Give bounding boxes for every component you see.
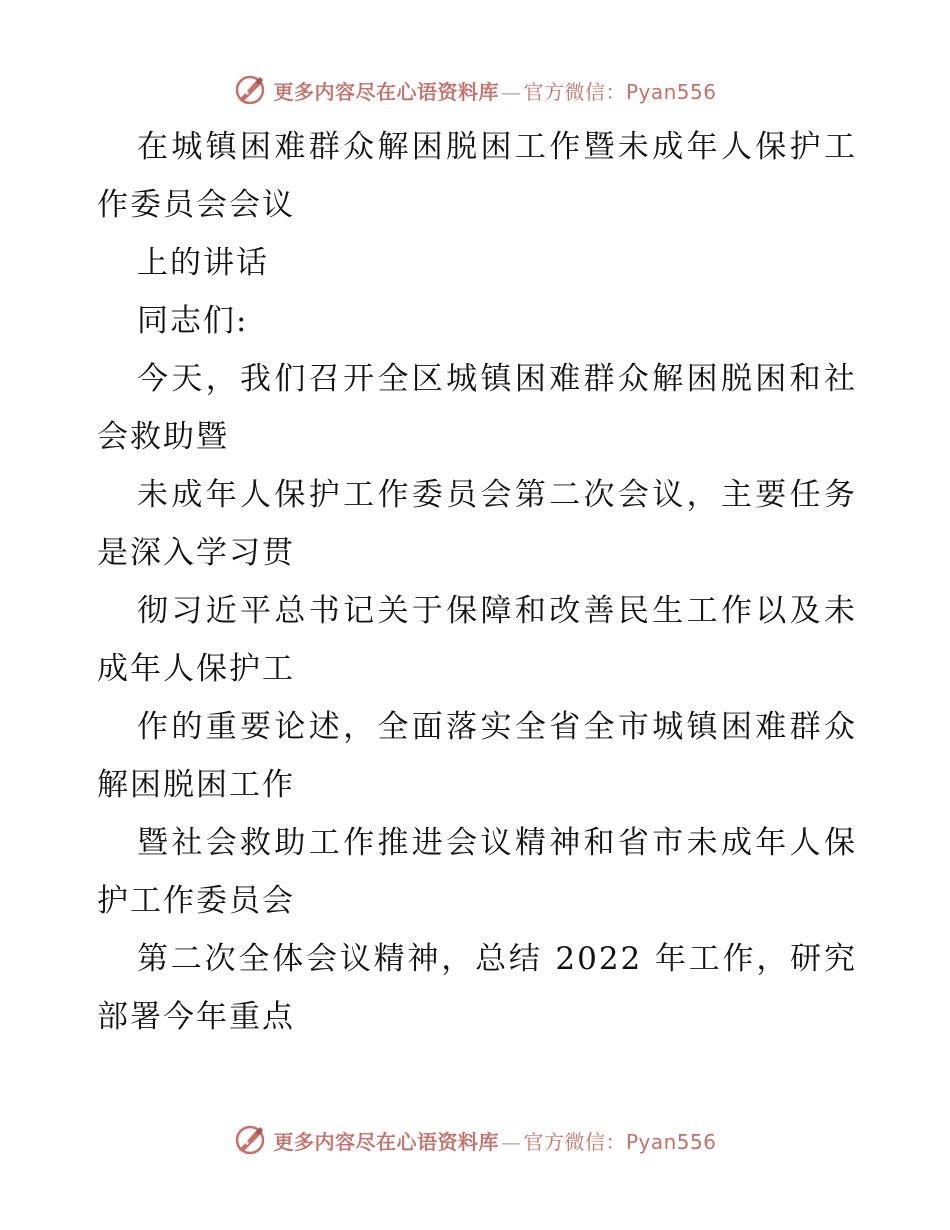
watermark-contact-text: 官方微信：Pyan556 bbox=[523, 79, 717, 104]
paragraph-line: 成年人保护工 bbox=[97, 651, 295, 687]
paragraph-line: 护工作委员会 bbox=[97, 883, 295, 919]
title-line-1: 在城镇困难群众解困脱困工作暨未成年人保护工 bbox=[137, 129, 857, 165]
watermark-brand-text: 更多内容尽在心语资料库 bbox=[273, 1129, 499, 1154]
paragraph-line: 会救助暨 bbox=[97, 419, 229, 455]
pen-nib-circle-icon bbox=[233, 73, 267, 107]
watermark-contact-text: 官方微信：Pyan556 bbox=[523, 1129, 717, 1154]
title-line-2: 作委员会会议 bbox=[97, 187, 295, 223]
pen-nib-circle-icon bbox=[233, 1123, 267, 1157]
paragraph-line: 未成年人保护工作委员会第二次会议，主要任务 bbox=[137, 477, 857, 513]
paragraph-line: 是深入学习贯 bbox=[97, 535, 295, 571]
title-line-3: 上的讲话 bbox=[137, 245, 269, 281]
paragraph-line: 第二次全体会议精神，总结 2022 年工作，研究 bbox=[137, 941, 857, 977]
watermark-separator: — bbox=[500, 1129, 522, 1154]
header-watermark bbox=[0, 70, 950, 110]
paragraph-line: 暨社会救助工作推进会议精神和省市未成年人保 bbox=[137, 825, 857, 861]
paragraph-line: 部署今年重点 bbox=[97, 999, 295, 1035]
paragraph-line: 解困脱困工作 bbox=[97, 767, 295, 803]
watermark-separator: — bbox=[500, 79, 522, 104]
paragraph-line: 彻习近平总书记关于保障和改善民生工作以及未 bbox=[137, 593, 857, 629]
paragraph-line: 作的重要论述，全面落实全省全市城镇困难群众 bbox=[137, 709, 857, 745]
footer-watermark bbox=[0, 1120, 950, 1160]
document-body bbox=[97, 118, 857, 1046]
watermark-brand-text: 更多内容尽在心语资料库 bbox=[273, 79, 499, 104]
salutation: 同志们: bbox=[137, 303, 249, 339]
paragraph-line: 今天，我们召开全区城镇困难群众解困脱困和社 bbox=[137, 361, 857, 397]
